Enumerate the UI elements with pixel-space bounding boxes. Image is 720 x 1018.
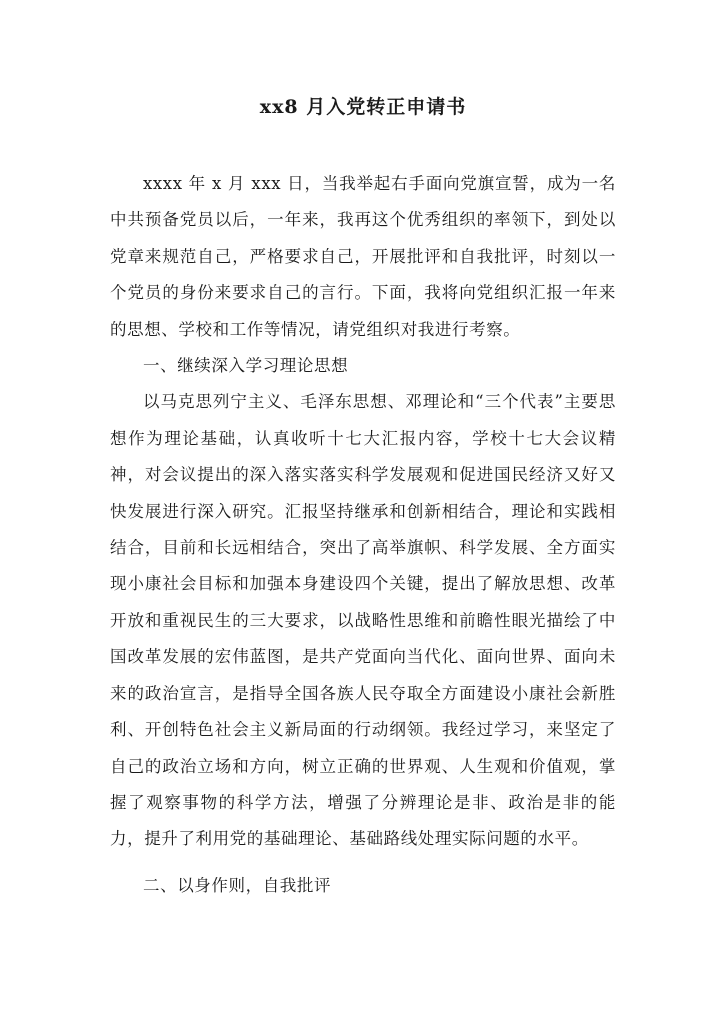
section-1-paragraph: 以马克思列宁主义、毛泽东思想、邓理论和“三个代表”主要思想作为理论基础，认真收听十七大汇报内容，学校十七大会议精神，对会议提出的深入落实落实科学发展观和促进国民经济又好又快发展进行深入研究。汇报坚持继承和创新相结合，理论和实践相结合，目前和长远相结合，突出了高举旗帜、科学发展、全方面实现小康社会目标和加强本身建设四个关键，提出了解放思想、改革开放和重视民生的三大要求，以战略性思维和前瞻性眼光描绘了中国改革发展的宏伟蓝图，是共产党面向当代化、面向世界、面向未来的政治宣言，是指导全国各族人民夺取全方面建设小康社会新胜利、开创特色社会主义新局面的行动纲领。我经过学习，来坚定了自己的政治立场和方向，树立正确的世界观、人生观和价值观，掌握了观察事物的科学方法，增强了分辨理论是非、政治是非的能力，提升了利用党的基础理论、基础路线处理实际问题的水平。 xyxy=(110,392,616,849)
document-title: xx8 月入党转正申请书 xyxy=(259,96,467,118)
section-heading-1: 一、继续深入学习理论思想 xyxy=(143,356,349,376)
section-heading-2: 二、以身作则，自我批评 xyxy=(143,875,332,895)
intro-paragraph: xxxx 年 x 月 xxx 日，当我举起右手面向党旗宣誓，成为一名中共预备党员以后，一年来，我再这个优秀组织的率领下，到处以党章来规范自己，严格要求自己，开展批评和自我批评，时刻以一个党员的身份来要求自己的言行。下面，我将向党组织汇报一年来的思想、学校和工作等情况，请党组织对我进行考察。 xyxy=(110,174,616,339)
paragraph-spacer xyxy=(110,858,616,868)
